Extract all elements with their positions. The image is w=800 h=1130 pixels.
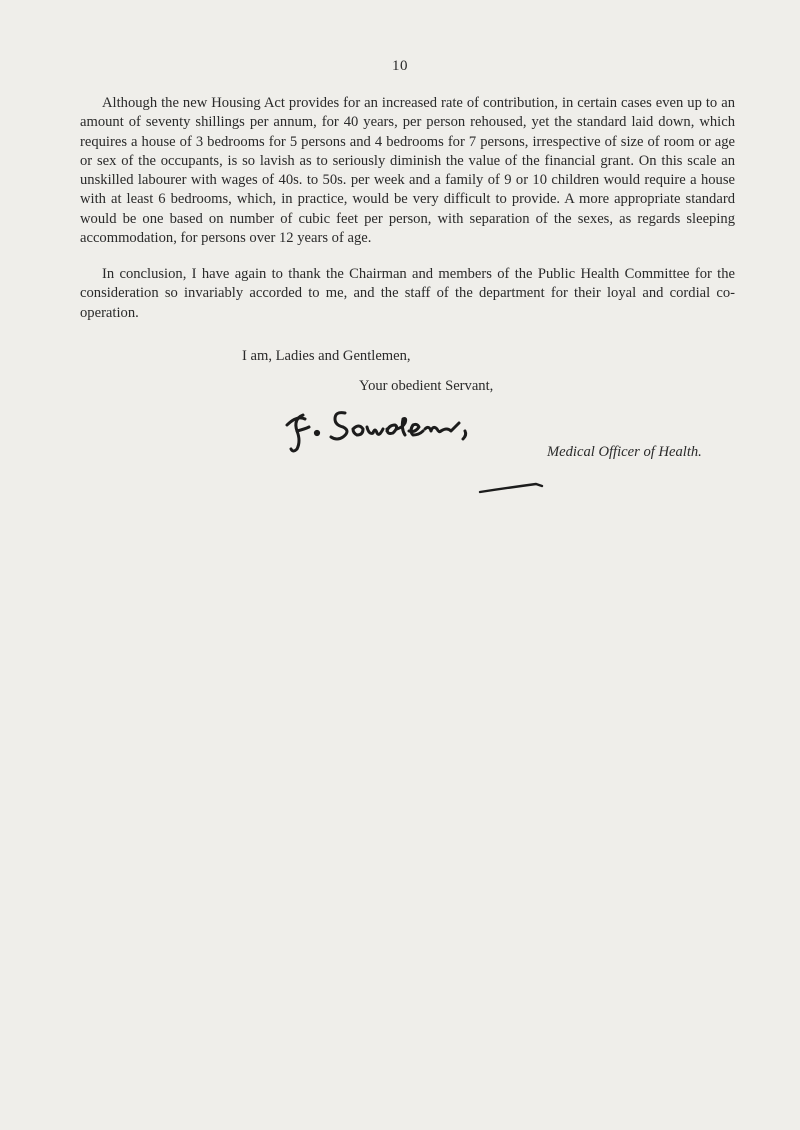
page-number: 10	[392, 58, 408, 74]
signatory-title: Medical Officer of Health.	[547, 444, 702, 460]
body-paragraph-conclusion: In conclusion, I have again to thank the Chairman and members of the Public Health Committee for the consideration so invariably accorded to me, and the staff of the department for their loyal and cordial co-operation.	[80, 266, 735, 321]
body-paragraph-housing-act: Although the new Housing Act provides for an increased rate of contribution, in certain cases even up to an amount of seventy shillings per annum, for 40 years, per person rehoused, yet the standard laid down, which requires a house of 3 bedrooms for 5 persons and 4 bedrooms for 7 persons, irrespective of size of room or age or sex of the occupants, is so lavish as to seriously diminish the value of the financial grant. On this scale an unskilled labourer with wages of 40s. to 50s. per week and a family of 9 or 10 children would require a house with at least 6 bedrooms, which, in practice, would be very difficult to provide. A more appropriate standard would be one based on number of cubic feet per person, with separation of the sexes, as regards sleeping accommodation, for persons over 12 years of age.	[80, 95, 735, 247]
handwritten-signature	[283, 405, 553, 455]
closing-salutation: I am, Ladies and Gentlemen,	[242, 348, 411, 364]
closing-servant: Your obedient Servant,	[359, 378, 494, 394]
pen-flourish	[476, 478, 546, 498]
